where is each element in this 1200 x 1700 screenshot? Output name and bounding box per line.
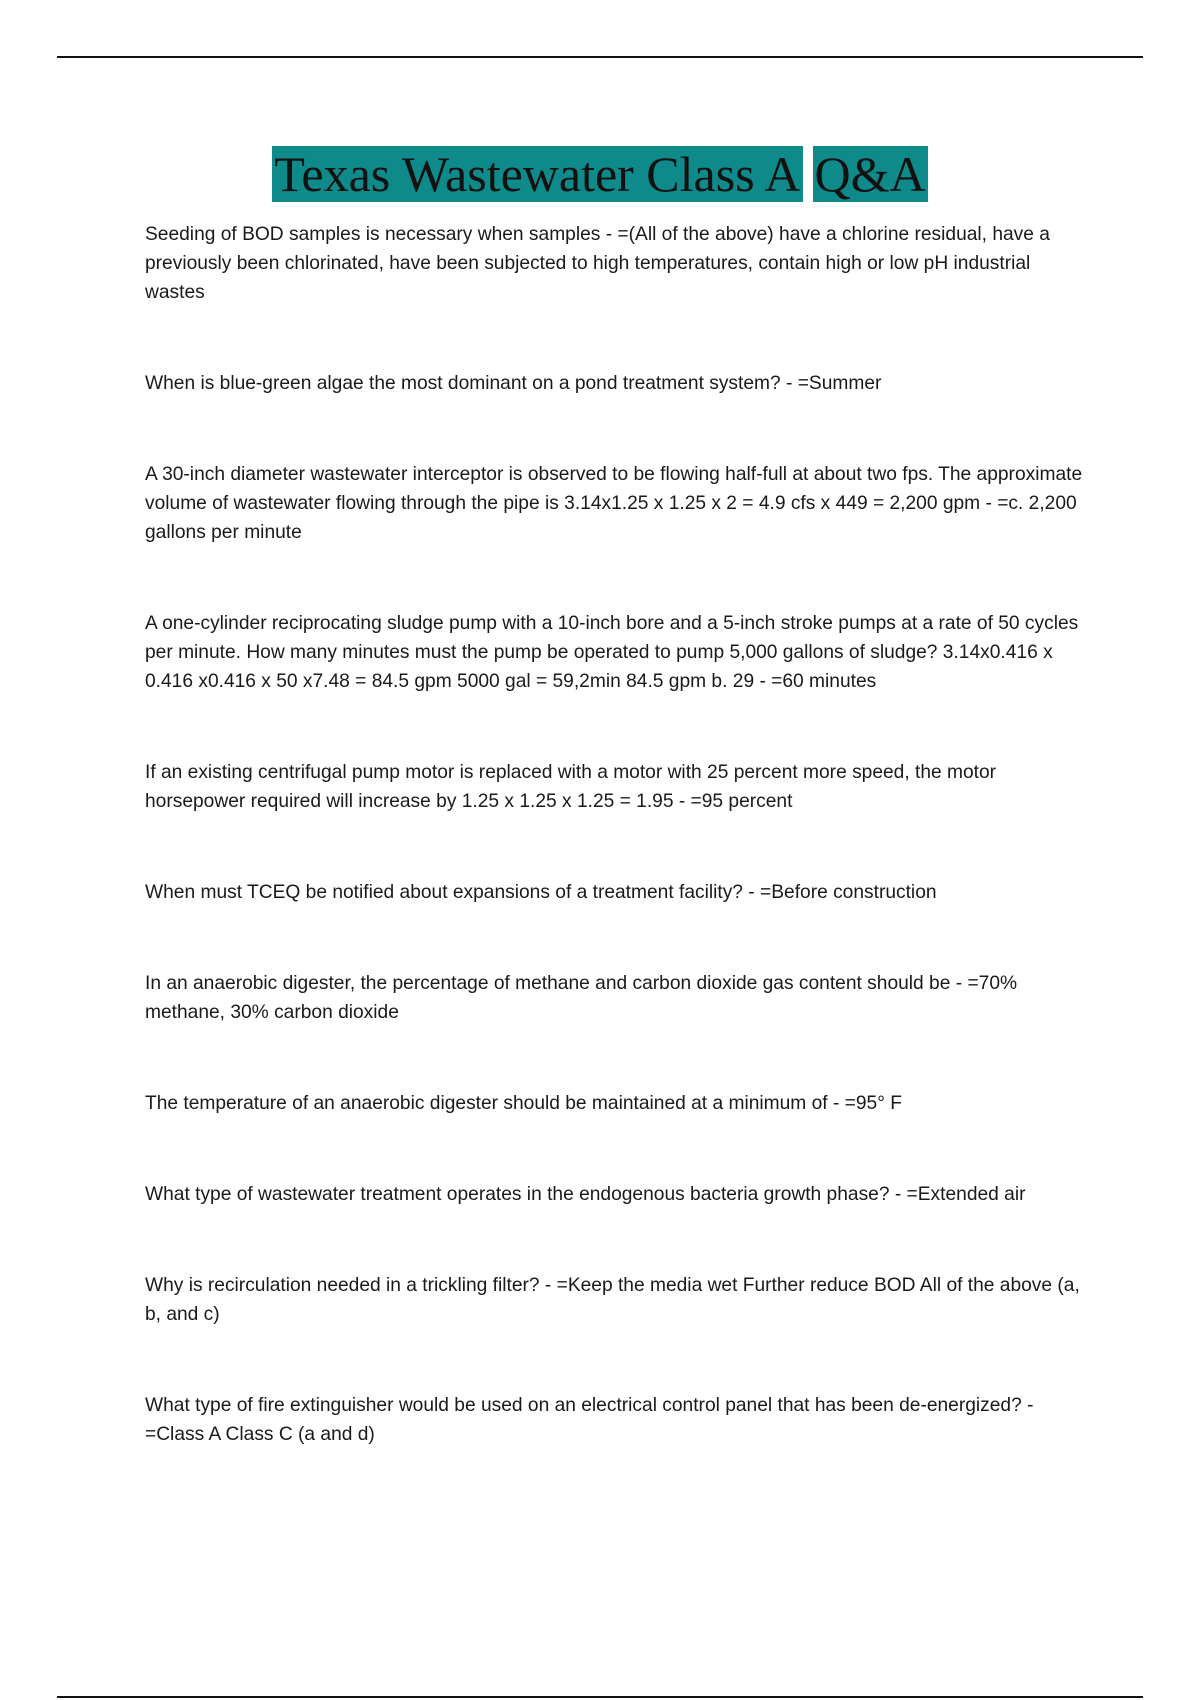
title-highlight-2: Q&A <box>814 146 926 202</box>
qa-item: A one-cylinder reciprocating sludge pump with a 10-inch bore and a 5-inch stroke pumps at a rate of 50 cycles per minute. How many minutes must the pump be operated to pump 5,000 gallons of sludge? 3.14x0.416 x 0.416 x0.416 x 50 x7.48 = 84.5 gpm 5000 gal = 59,2min 84.5 gpm b. 29 - =60 minutes <box>145 613 1079 692</box>
qa-list <box>145 220 1090 1449</box>
qa-item: Why is recirculation needed in a trickling filter? - =Keep the media wet Further reduce BOD All of the above (a, b, and c) <box>145 1275 1080 1325</box>
qa-item: What type of fire extinguisher would be used on an electrical control panel that has been de-energized? - =Class A Class C (a and d) <box>145 1395 1034 1445</box>
bottom-rule <box>57 1696 1143 1698</box>
qa-item: When is blue-green algae the most dominant on a pond treatment system? - =Summer <box>145 373 882 394</box>
qa-item: The temperature of an anaerobic digester should be maintained at a minimum of - =95° F <box>145 1093 902 1114</box>
qa-item: Seeding of BOD samples is necessary when samples - =(All of the above) have a chlorine residual, have a previously been chlorinated, have been subjected to high temperatures, contain high or low pH industrial wastes <box>145 224 1050 303</box>
qa-item: If an existing centrifugal pump motor is replaced with a motor with 25 percent more speed, the motor horsepower required will increase by 1.25 x 1.25 x 1.25 = 1.95 - =95 percent <box>145 762 997 812</box>
qa-item: What type of wastewater treatment operates in the endogenous bacteria growth phase? - =Extended air <box>145 1184 1026 1205</box>
qa-item: In an anaerobic digester, the percentage of methane and carbon dioxide gas content should be - =70% methane, 30% carbon dioxide <box>145 973 1018 1023</box>
page-title <box>0 146 1200 202</box>
qa-item: When must TCEQ be notified about expansions of a treatment facility? - =Before construction <box>145 882 937 903</box>
top-rule <box>57 56 1143 58</box>
qa-item: A 30-inch diameter wastewater interceptor is observed to be flowing half-full at about two fps. The approximate volume of wastewater flowing through the pipe is 3.14x1.25 x 1.25 x 2 = 4.9 cfs x 449 = 2,200 gpm - =c. 2,200 gallons per minute <box>145 464 1083 543</box>
title-highlight-1: Texas Wastewater Class A <box>274 146 801 202</box>
